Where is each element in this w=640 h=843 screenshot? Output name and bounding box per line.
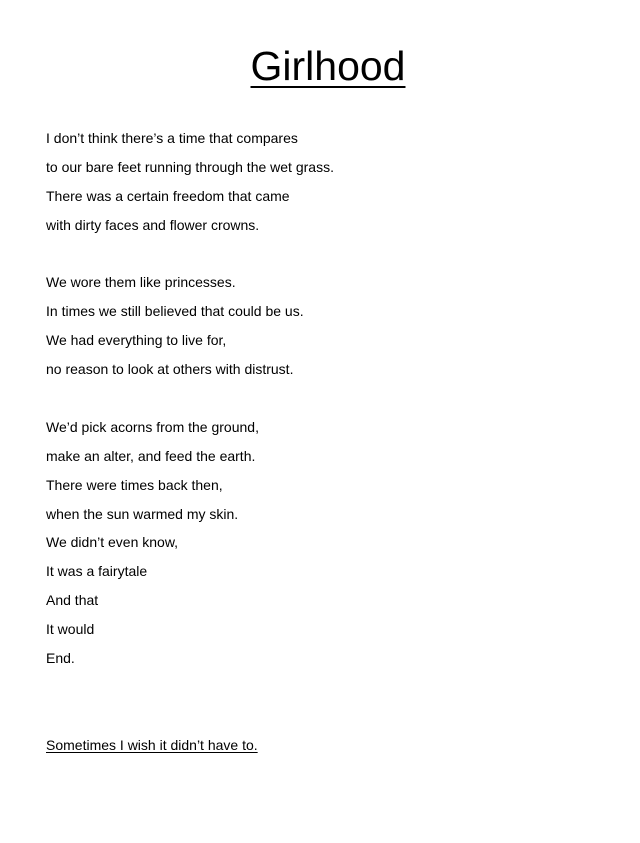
- poem-line: when the sun warmed my skin.: [46, 505, 239, 522]
- poem-line: It was a fairytale: [46, 563, 148, 580]
- poem-line: And that: [46, 592, 99, 609]
- stanza-3: [46, 413, 626, 673]
- stanza-break: [46, 384, 626, 413]
- poem-line: We’d pick acorns from the ground,: [46, 418, 259, 435]
- stanza-break: [46, 240, 626, 269]
- poem-line: We had everything to live for,: [46, 332, 227, 349]
- closing-line: Sometimes I wish it didn’t have to.: [46, 737, 258, 753]
- poem-line: with dirty faces and flower crowns.: [46, 216, 260, 233]
- poem-line: make an alter, and feed the earth.: [46, 447, 256, 464]
- poem-line: End.: [46, 650, 75, 667]
- poem-line: no reason to look at others with distrust.: [46, 361, 294, 378]
- poem-line: In times we still believed that could be us.: [46, 303, 304, 320]
- stanza-2: [46, 268, 626, 384]
- poem-line: We wore them like princesses.: [46, 274, 236, 291]
- poem-line: There was a certain freedom that came: [46, 187, 290, 204]
- poem-line: We didn’t even know,: [46, 534, 179, 551]
- stanza-1: [46, 124, 626, 240]
- poem-line: It would: [46, 621, 95, 638]
- poem-title: Girlhood: [250, 43, 406, 89]
- poem-line: There were times back then,: [46, 476, 223, 493]
- poem-line: I don’t think there’s a time that compares: [46, 130, 298, 146]
- poem-body: [46, 124, 626, 673]
- poem-line: to our bare feet running through the wet grass.: [46, 158, 334, 175]
